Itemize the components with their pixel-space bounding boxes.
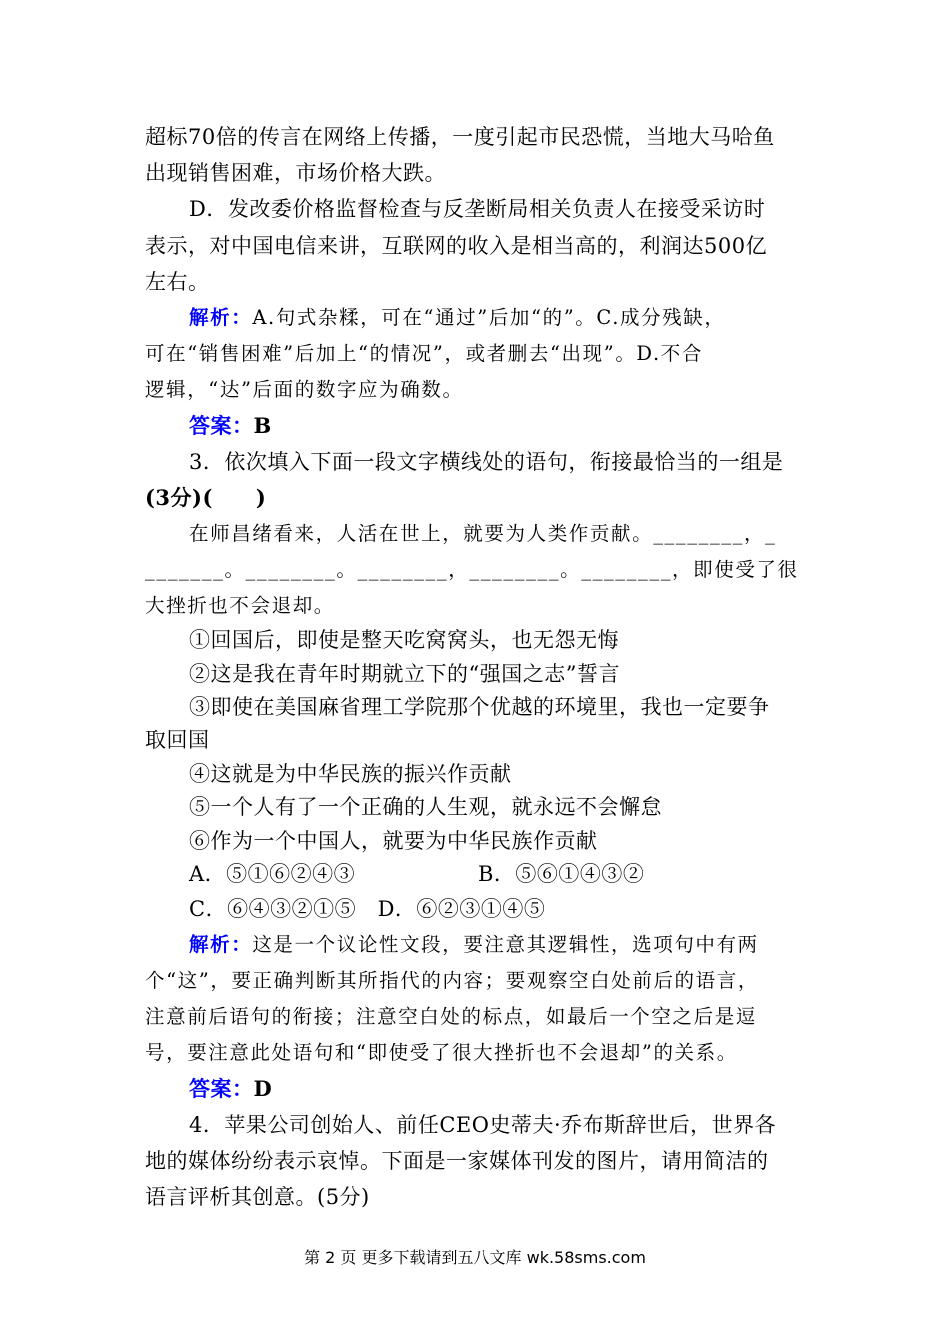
choice-item: ⑥作为一个中国人，就要为中华民族作贡献 (189, 829, 598, 853)
option-c-d: C．⑥④③②①⑤ D．⑥②③①④⑤ (189, 897, 546, 921)
option-b: B．⑤⑥①④③② (478, 862, 645, 886)
question-3-title: 3．依次填入下面一段文字横线处的语句，衔接最恰当的一组是 (189, 450, 784, 474)
question-3-passage: 在师昌绪看来，人活在世上，就要为人类作贡献。________，_ (189, 522, 777, 545)
choice-item: ③即使在美国麻省理工学院那个优越的环境里，我也一定要争 (189, 695, 770, 719)
text-line: 语言评析其创意。(5分) (145, 1185, 370, 1209)
choice-item: ②这是我在青年时期就立下的“强国之志”誓言 (189, 662, 620, 686)
text-line: 超标70倍的传言在网络上传播，一度引起市民恐慌，当地大马哈鱼 (145, 125, 775, 149)
answer-label: 答案： (189, 1076, 254, 1101)
analysis-label: 解析： (189, 306, 253, 329)
choice-item: ①回国后，即使是整天吃窝窝头，也无怨无悔 (189, 628, 619, 652)
text-line: 大挫折也不会退却。 (145, 594, 335, 617)
text-line: 注意前后语句的衔接；注意空白处的标点，如最后一个空之后是逗 (145, 1005, 757, 1028)
option-d-line: D．发改委价格监督检查与反垄断局相关负责人在接受采访时 (189, 197, 766, 221)
analysis-text: A.句式杂糅，可在“通过”后加“的”。C.成分残缺， (252, 306, 726, 329)
text-line: _______。________。________，________。________，即使受了很 (145, 558, 799, 581)
page-footer: 第 2 页 更多下载请到五八文库 wk.58sms.com (304, 1248, 646, 1267)
analysis-paragraph (189, 930, 854, 960)
option-a: A．⑤①⑥②④③ (189, 862, 356, 886)
text-line: 可在“销售困难”后加上“的情况”，或者删去“出现”。D.不合 (145, 342, 703, 365)
choice-item: ④这就是为中华民族的振兴作贡献 (189, 762, 512, 786)
analysis-text: 这是一个议论性文段，要注意其逻辑性，选项句中有两 (252, 933, 759, 956)
analysis-paragraph (189, 303, 854, 333)
text-line: 取回国 (145, 728, 210, 752)
text-line: 个“这”，要正确判断其所指代的内容；要观察空白处前后的语言， (145, 969, 759, 992)
answer-label: 答案： (189, 413, 254, 438)
question-4-title: 4．苹果公司创始人、前任CEO史蒂夫·乔布斯辞世后，世界各 (189, 1113, 777, 1137)
text-line: 地的媒体纷纷表示哀悼。下面是一家媒体刊发的图片，请用简洁的 (145, 1149, 769, 1173)
text-line: 左右。 (145, 270, 210, 294)
choice-item: ⑤一个人有了一个正确的人生观，就永远不会懈怠 (189, 795, 662, 819)
answer-line (189, 1074, 854, 1104)
text-line: 出现销售困难，市场价格大跌。 (145, 161, 446, 185)
answer-value: D (253, 1076, 273, 1101)
answer-line (189, 411, 854, 441)
text-line: 号，要注意此处语句和“即使受了很大挫折也不会退却”的关系。 (145, 1041, 738, 1064)
question-3-score: (3分)( ) (145, 485, 267, 510)
answer-value: B (253, 413, 272, 438)
analysis-label: 解析： (189, 933, 253, 956)
text-line: 表示，对中国电信来讲，互联网的收入是相当高的，利润达500亿 (145, 234, 768, 258)
text-line: 逻辑，“达”后面的数字应为确数。 (145, 378, 464, 401)
